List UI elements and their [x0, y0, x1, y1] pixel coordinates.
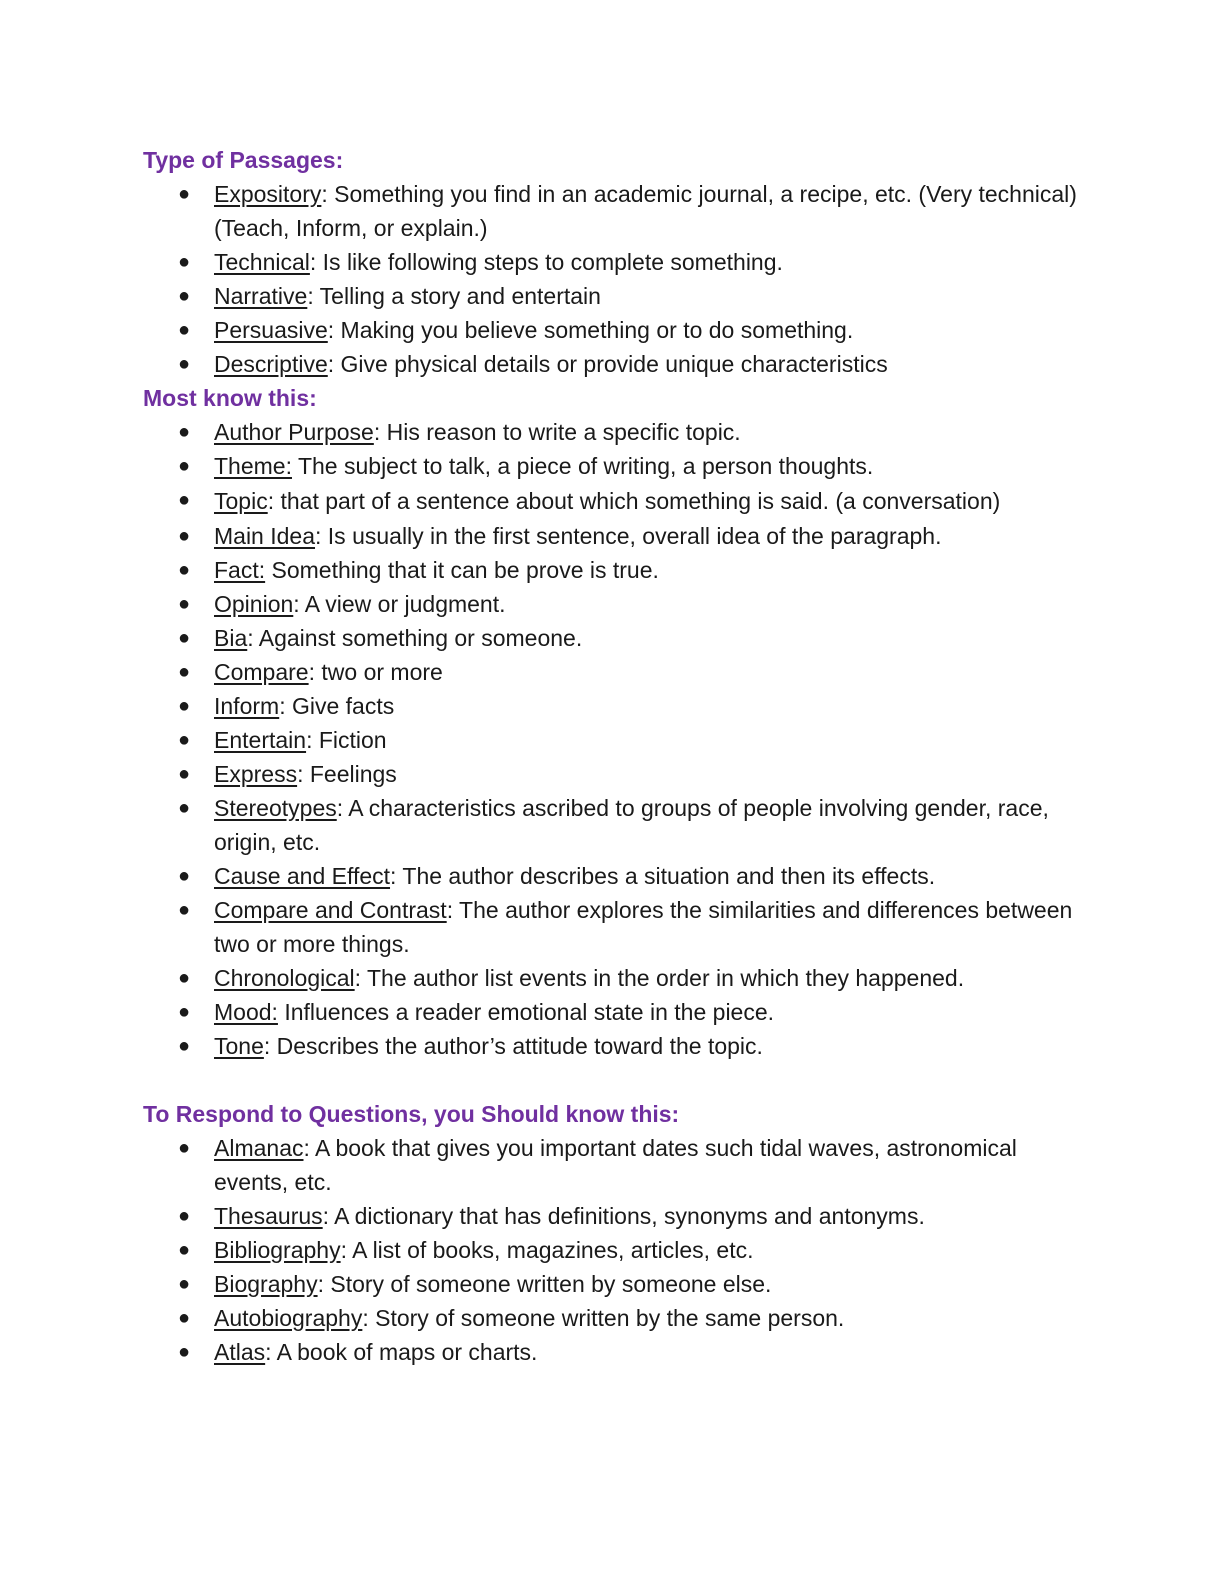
list-item [143, 587, 1083, 621]
definition: : Story of someone written by someone else. [317, 1271, 772, 1297]
bullet-icon: ● [178, 319, 191, 341]
bullet-icon: ● [178, 285, 191, 307]
term: Expository [214, 181, 322, 207]
term: Topic [214, 488, 268, 514]
list-item [143, 1029, 1083, 1063]
list-item [143, 1335, 1083, 1369]
bullet-icon: ● [178, 627, 191, 649]
list-item [143, 995, 1083, 1029]
term: Descriptive [214, 351, 328, 377]
definition: : A view or judgment. [293, 591, 506, 617]
bullet-icon: ● [178, 1035, 191, 1057]
bullet-icon: ● [178, 455, 191, 477]
term: Opinion [214, 591, 294, 617]
term: Mood: [214, 999, 278, 1025]
bullet-icon: ● [178, 353, 191, 375]
definition: : that part of a sentence about which something is said. (a conversation) [267, 488, 1001, 514]
term: Thesaurus [214, 1203, 323, 1229]
list-item [143, 791, 1083, 859]
list-item [143, 1131, 1083, 1199]
term: Narrative [214, 283, 308, 309]
bullet-icon: ● [178, 1239, 191, 1261]
definition: : The author describes a situation and then its effects. [390, 863, 936, 889]
bullet-icon: ● [178, 1205, 191, 1227]
definition: : Telling a story and entertain [307, 283, 601, 309]
list-item [143, 1301, 1083, 1335]
bullet-icon: ● [178, 559, 191, 581]
term: Atlas [214, 1339, 266, 1365]
list-item [143, 1199, 1083, 1233]
term: Compare and Contrast [214, 897, 447, 923]
definition: : A dictionary that has definitions, synonyms and antonyms. [322, 1203, 925, 1229]
definition: Influences a reader emotional state in the piece. [277, 999, 775, 1025]
list-item [143, 553, 1083, 587]
definition: : Give facts [279, 693, 395, 719]
section-heading-most-know: Most know this: [143, 385, 317, 411]
term: Bibliography [214, 1237, 341, 1263]
term: Stereotypes [214, 795, 337, 821]
definition: : A characteristics ascribed to groups of people involving gender, race, origin, etc. [214, 795, 1049, 855]
term: Persuasive [214, 317, 328, 343]
list-item [143, 483, 1083, 519]
bullet-icon: ● [178, 763, 191, 785]
bullet-icon: ● [178, 1273, 191, 1295]
bullet-icon: ● [178, 695, 191, 717]
list-item [143, 449, 1083, 483]
definition: : His reason to write a specific topic. [373, 419, 741, 445]
list-item [143, 961, 1083, 995]
bullet-icon: ● [178, 1137, 191, 1159]
bullet-icon: ● [178, 1001, 191, 1023]
term: Technical [214, 249, 310, 275]
definition: : Give physical details or provide unique characteristics [327, 351, 888, 377]
section-heading-types: Type of Passages: [143, 147, 344, 173]
list-types [143, 177, 1083, 381]
list-item [143, 723, 1083, 757]
definition: : Story of someone written by the same person. [362, 1305, 845, 1331]
definition: : Fiction [306, 727, 387, 753]
bullet-icon: ● [178, 421, 191, 443]
list-item [143, 347, 1083, 381]
term: Compare [214, 659, 309, 685]
definition: Something that it can be prove is true. [265, 557, 659, 583]
list-item [143, 177, 1083, 245]
list-item [143, 1233, 1083, 1267]
term: Express [214, 761, 298, 787]
definition: : Feelings [297, 761, 397, 787]
bullet-icon: ● [178, 899, 191, 921]
list-item [143, 415, 1083, 449]
list-most-know [143, 415, 1083, 1063]
list-item [143, 245, 1083, 279]
definition: : The author explores the similarities and differences between two or more things. [214, 897, 1073, 957]
definition: : two or more [308, 659, 443, 685]
term: Chronological [214, 965, 355, 991]
list-item [143, 279, 1083, 313]
bullet-icon: ● [178, 1307, 191, 1329]
term: Bia [214, 625, 248, 651]
term: Main Idea [214, 523, 316, 549]
list-respond [143, 1131, 1083, 1369]
list-item [143, 859, 1083, 893]
definition: : A book of maps or charts. [265, 1339, 538, 1365]
definition: : Is like following steps to complete something. [309, 249, 783, 275]
definition: : A list of books, magazines, articles, etc. [340, 1237, 754, 1263]
bullet-icon: ● [178, 865, 191, 887]
document-page [143, 143, 1083, 1369]
definition: : Describes the author’s attitude toward the topic. [263, 1033, 763, 1059]
bullet-icon: ● [178, 525, 191, 547]
list-item [143, 621, 1083, 655]
list-item [143, 689, 1083, 723]
list-item [143, 519, 1083, 553]
bullet-icon: ● [178, 661, 191, 683]
bullet-icon: ● [178, 729, 191, 751]
bullet-icon: ● [178, 1341, 191, 1363]
list-item [143, 655, 1083, 689]
definition: : Something you find in an academic journal, a recipe, etc. (Very technical) (Teach, Inform, or explain.) [214, 181, 1077, 241]
term: Autobiography [214, 1305, 363, 1331]
bullet-icon: ● [178, 593, 191, 615]
bullet-icon: ● [178, 797, 191, 819]
term: Biography [214, 1271, 318, 1297]
section-heading-respond: To Respond to Questions, you Should know this: [143, 1101, 680, 1127]
term: Theme: [214, 453, 292, 479]
bullet-icon: ● [178, 251, 191, 273]
bullet-icon: ● [178, 489, 191, 511]
bullet-icon: ● [178, 183, 191, 205]
term: Fact: [214, 557, 266, 583]
term: Tone [214, 1033, 264, 1059]
term: Inform [214, 693, 280, 719]
term: Entertain [214, 727, 307, 753]
definition: The subject to talk, a piece of writing, a person thoughts. [291, 453, 874, 479]
list-item [143, 757, 1083, 791]
term: Almanac [214, 1135, 304, 1161]
list-item [143, 1267, 1083, 1301]
list-item [143, 893, 1083, 961]
definition: : Against something or someone. [247, 625, 583, 651]
definition: : The author list events in the order in which they happened. [354, 965, 965, 991]
definition: : A book that gives you important dates such tidal waves, astronomical events, etc. [214, 1135, 1017, 1195]
list-item [143, 313, 1083, 347]
bullet-icon: ● [178, 967, 191, 989]
definition: : Is usually in the first sentence, overall idea of the paragraph. [315, 523, 942, 549]
definition: : Making you believe something or to do something. [327, 317, 854, 343]
term: Author Purpose [214, 419, 374, 445]
term: Cause and Effect [214, 863, 391, 889]
